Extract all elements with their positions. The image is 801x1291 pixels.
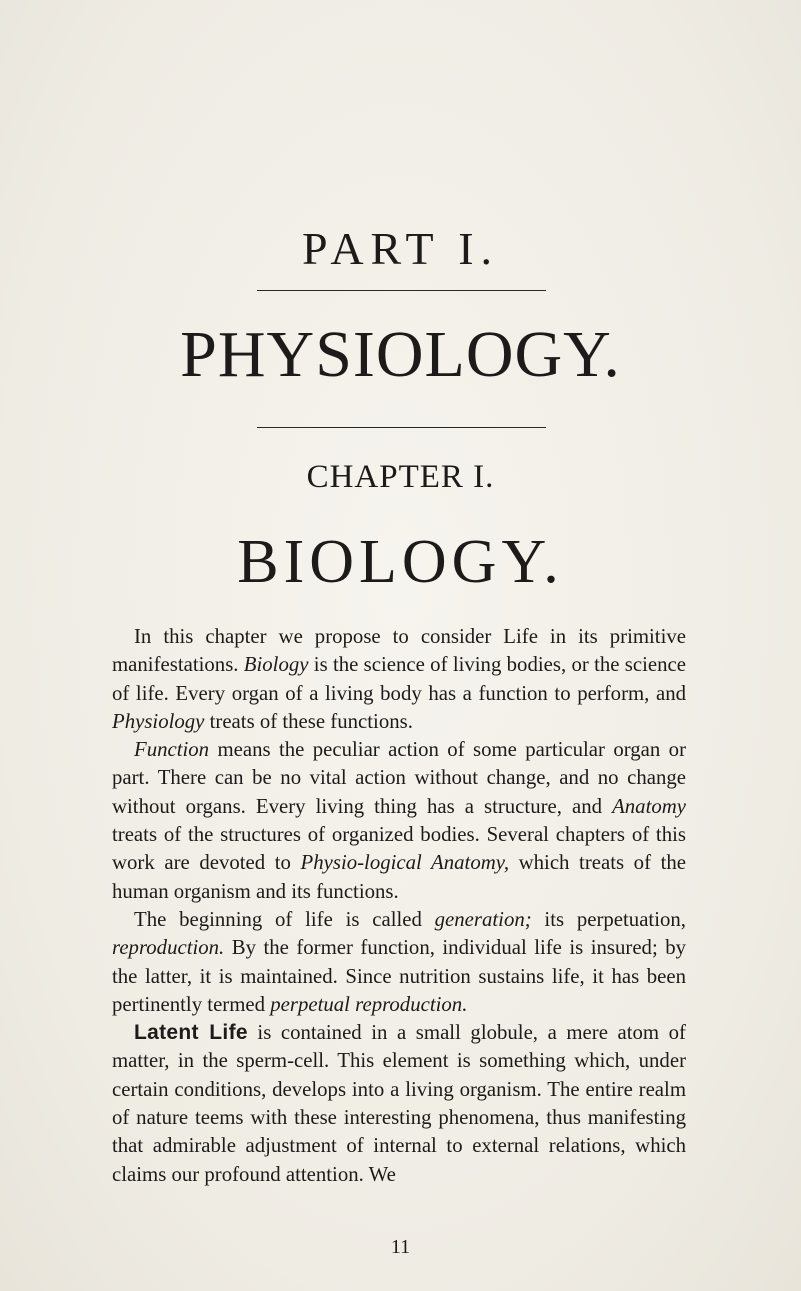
chapter-heading: CHAPTER I. <box>306 459 495 495</box>
paragraph <box>112 1019 686 1189</box>
paragraph-text: is the science of living bodies, or the science of life. Every organ of a living body has a function to perform, and <box>112 653 686 705</box>
paragraph-text: means the peculiar action of some particular organ or part. There can be no vital action without change, and no change without organs. Every living thing has a structure, and <box>112 738 686 818</box>
paragraph-text: which treats of the human organism and its functions. <box>112 851 687 903</box>
paragraph-text: treats of the structures of organized bodies. Several chapters of this work are devoted to <box>112 823 686 875</box>
emphasis-term: Anatomy <box>612 794 686 818</box>
emphasis-term: perpetual reproduction. <box>270 992 468 1016</box>
paragraph-text: is contained in a small globule, a mere atom of matter, in the sperm-cell. This element is something which, under certain conditions, develops into a living organism. The entire realm of nature teems with these interesting phenomena, thus manifesting that admirable adjustment of internal to external relations, which claims our profound attention. We <box>112 1021 686 1186</box>
paragraph <box>112 736 686 906</box>
emphasis-term: Biology <box>243 653 309 677</box>
run-in-heading: Latent Life <box>134 1021 248 1045</box>
section-title: BIOLOGY. <box>237 528 564 596</box>
paragraph-text: treats of these functions. <box>204 709 413 733</box>
emphasis-term: Physiology <box>112 709 205 733</box>
main-title: PHYSIOLOGY. <box>180 318 621 391</box>
paragraph-text: its perpetuation, <box>531 907 686 931</box>
body-text <box>112 623 686 1189</box>
paragraph-text: In this chapter we propose to consider Life in its primitive manifestations. <box>112 625 686 677</box>
divider-rule <box>257 290 546 291</box>
paragraph <box>112 906 686 1019</box>
page-number: 11 <box>390 1236 411 1258</box>
paragraph-text: By the former function, individual life is insured; by the latter, it is maintained. Since nutrition sustains life, it has been pertinently termed <box>112 936 686 1016</box>
emphasis-term: generation; <box>434 907 532 931</box>
emphasis-term: Physio-logical Anatomy, <box>300 851 510 875</box>
emphasis-term: Function <box>134 738 210 762</box>
divider-rule <box>257 427 546 428</box>
emphasis-term: reproduction. <box>112 936 225 960</box>
paragraph-text: The beginning of life is called <box>134 907 435 931</box>
paragraph <box>112 623 686 736</box>
part-heading: PART I. <box>301 223 500 274</box>
